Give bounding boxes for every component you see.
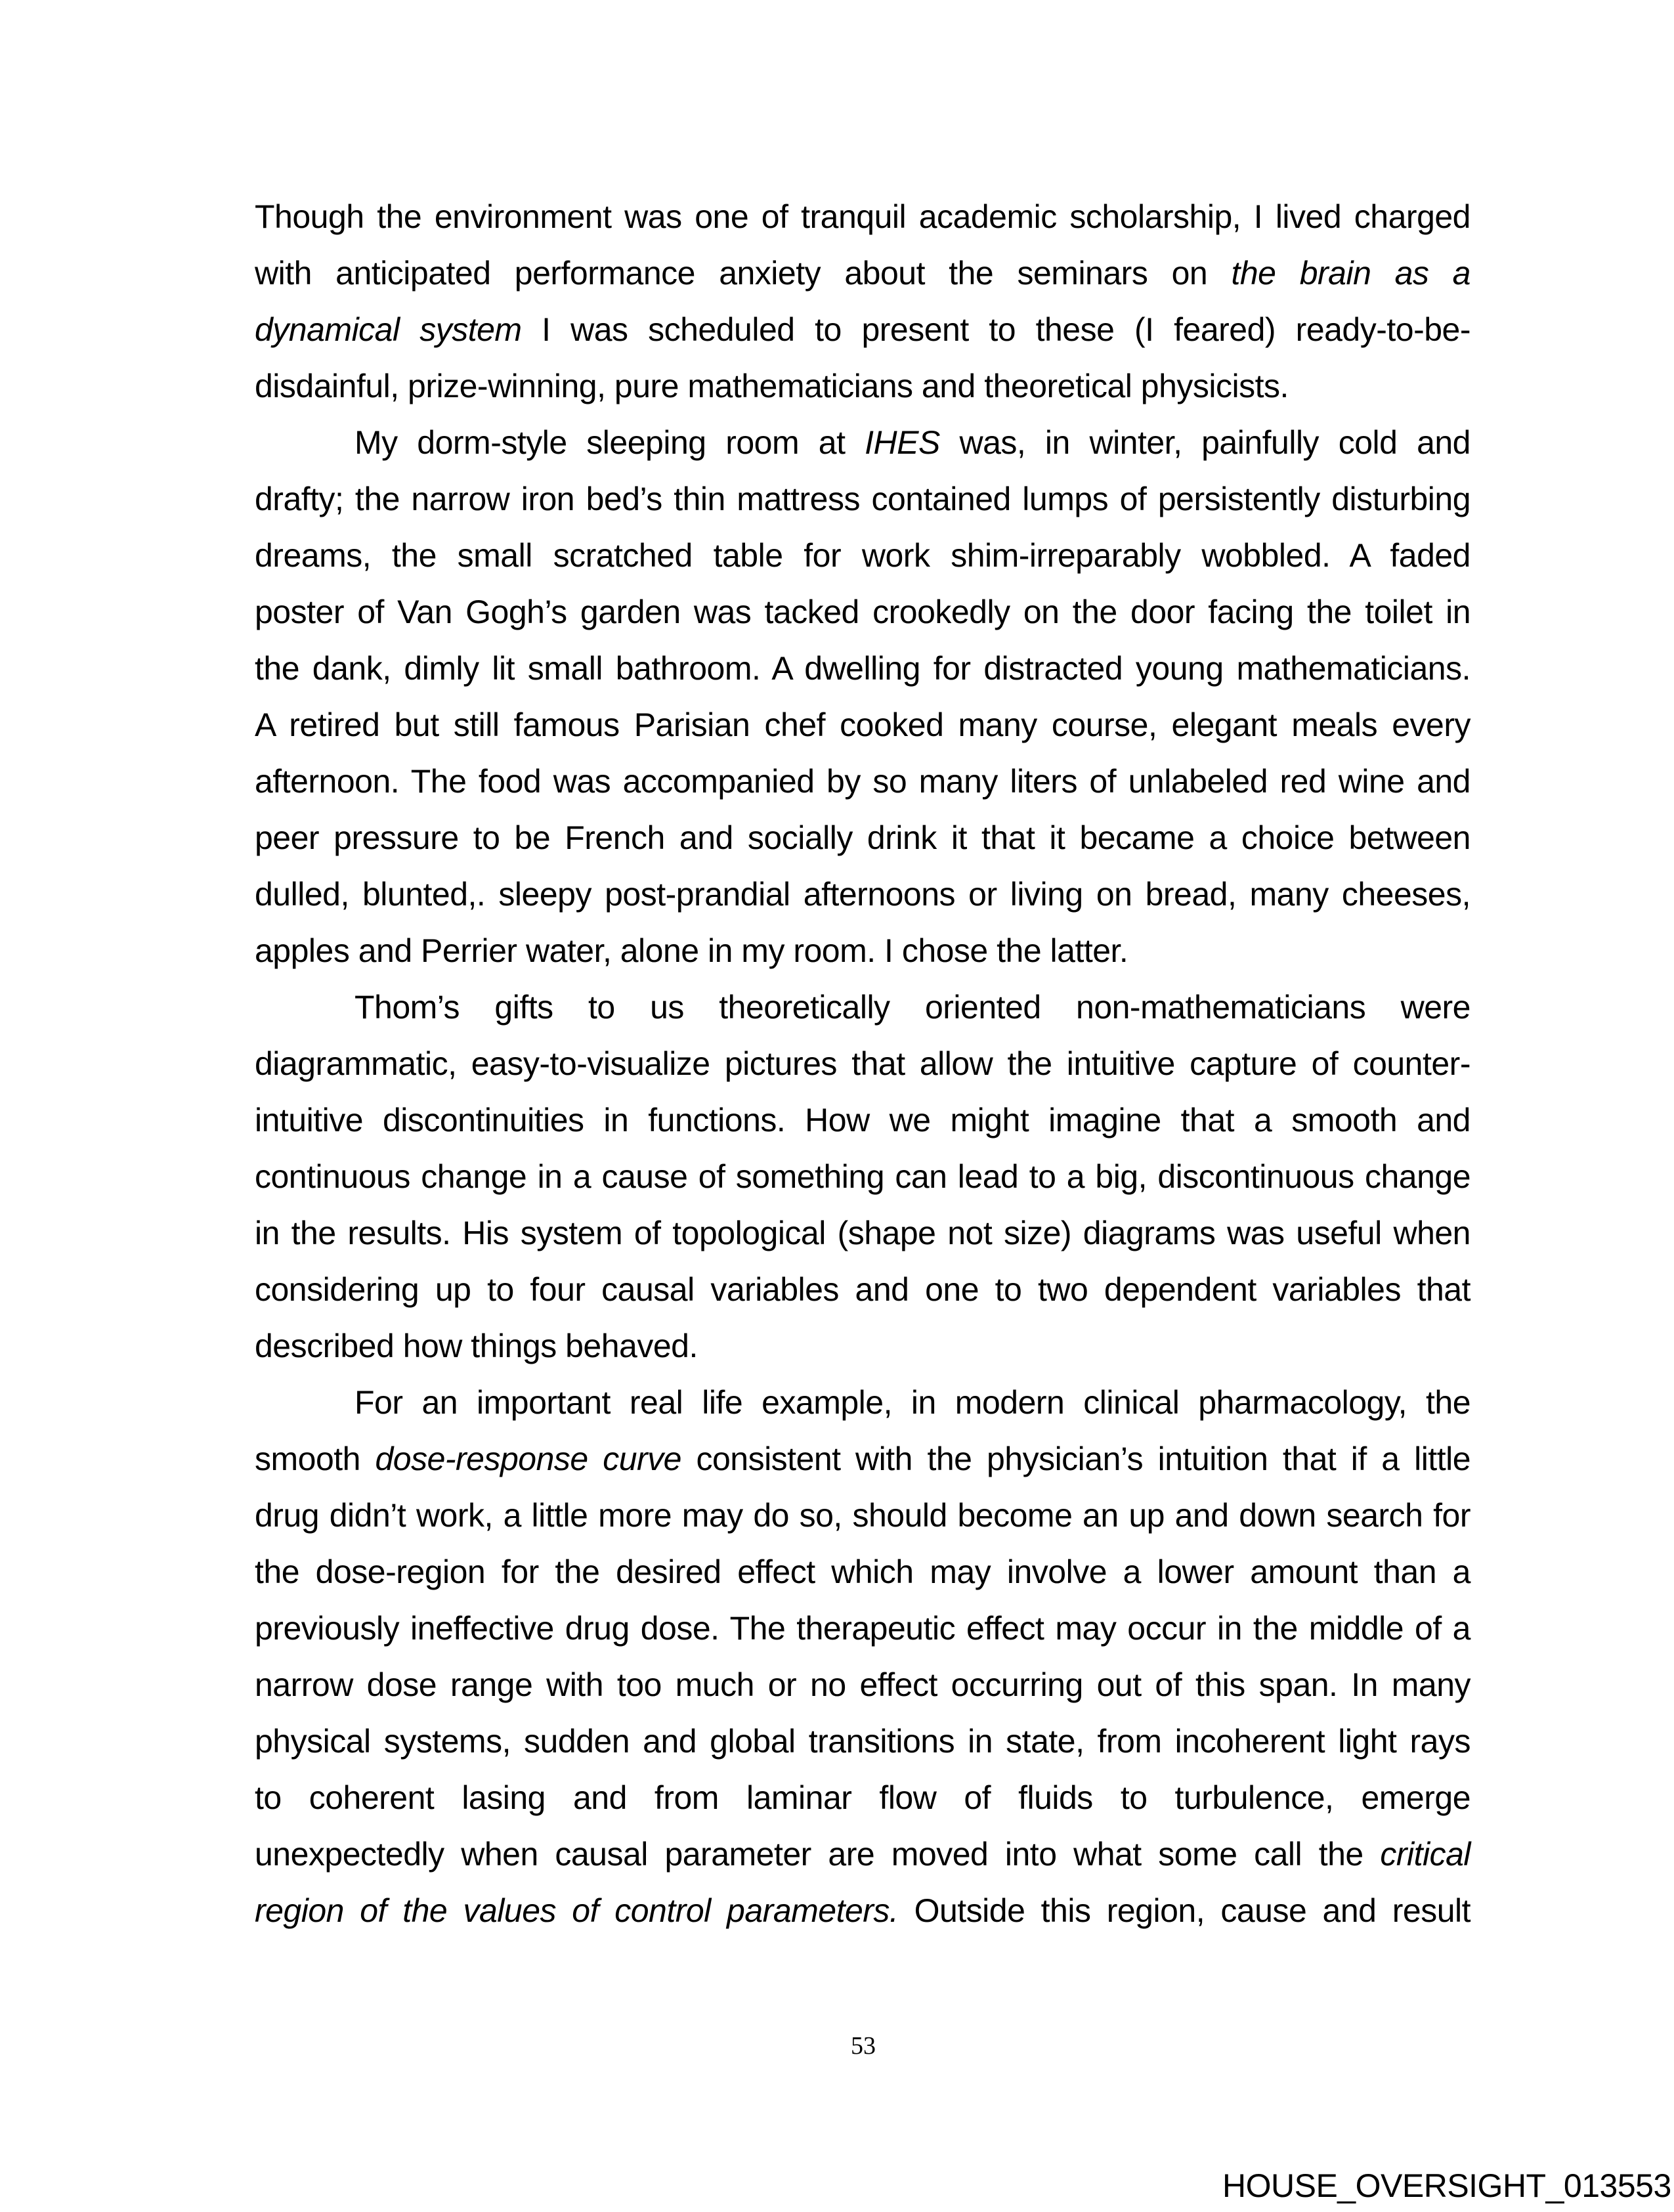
text-segment: in the results. His system of topological (shape not size) diagrams was useful when: [255, 1215, 1470, 1251]
text-line: [255, 817, 1470, 873]
text-line: [255, 930, 1470, 986]
text-segment: A retired but still famous Parisian chef cooked many course, elegant meals every: [255, 706, 1470, 743]
text-segment: Though the environment was one of tranquil academic scholarship, I lived charged: [255, 198, 1470, 235]
text-segment: was, in winter, painfully cold and: [939, 424, 1470, 461]
text-line: [255, 1664, 1470, 1720]
text-segment: I was scheduled to present to these (I feared) ready-to-be-: [521, 311, 1471, 348]
text-segment: previously ineffective drug dose. The therapeutic effect may occur in the middle of a: [255, 1610, 1470, 1647]
text-segment: peer pressure to be French and socially drink it that it became a choice between: [255, 819, 1470, 856]
text-segment: physical systems, sudden and global transitions in state, from incoherent light rays: [255, 1723, 1470, 1760]
text-segment: disdainful, prize-winning, pure mathematicians and theoretical physicists.: [255, 368, 1289, 404]
text-line: [255, 422, 1470, 478]
text-segment: dreams, the small scratched table for work shim-irreparably wobbled. A faded: [255, 537, 1470, 574]
text-line: [255, 1607, 1470, 1664]
text-segment: considering up to four causal variables and one to two dependent variables that: [255, 1271, 1470, 1308]
text-segment: drug didn’t work, a little more may do so, should become an up and down search for: [255, 1497, 1470, 1534]
text-line: [255, 1438, 1470, 1494]
text-segment: Outside this region, cause and result: [898, 1892, 1470, 1929]
text-segment: continuous change in a cause of something can lead to a big, discontinuous change: [255, 1158, 1470, 1195]
text-segment: Thom’s gifts to us theoretically oriented non-mathematicians were: [354, 989, 1470, 1026]
text-line: [255, 1551, 1470, 1607]
text-segment: poster of Van Gogh’s garden was tacked crookedly on the door facing the toilet in: [255, 594, 1470, 630]
text-line: [255, 647, 1470, 704]
text-segment: drafty; the narrow iron bed’s thin mattress contained lumps of persistently disturbing: [255, 481, 1470, 517]
text-segment: narrow dose range with too much or no effect occurring out of this span. In many: [255, 1666, 1470, 1703]
text-segment: intuitive discontinuities in functions. How we might imagine that a smooth and: [255, 1102, 1470, 1139]
italic-text: critical: [1380, 1836, 1470, 1873]
text-line: [255, 1494, 1470, 1551]
text-line: [255, 1777, 1470, 1833]
text-line: [255, 252, 1470, 309]
text-segment: My dorm-style sleeping room at: [354, 424, 865, 461]
text-line: [255, 591, 1470, 647]
text-line: [255, 1325, 1470, 1381]
text-line: [255, 873, 1470, 930]
text-line: [255, 1890, 1470, 1946]
text-segment: apples and Perrier water, alone in my room. I chose the latter.: [255, 932, 1128, 969]
text-line: [255, 1381, 1470, 1438]
text-segment: to coherent lasing and from laminar flow of fluids to turbulence, emerge: [255, 1779, 1470, 1816]
text-segment: with anticipated performance anxiety about the seminars on: [255, 255, 1232, 292]
text-line: [255, 365, 1470, 422]
text-line: [255, 1720, 1470, 1777]
text-line: [255, 1833, 1470, 1890]
text-segment: dulled, blunted,. sleepy post-prandial afternoons or living on bread, many cheeses,: [255, 876, 1470, 913]
text-segment: diagrammatic, easy-to-visualize pictures that allow the intuitive capture of counter-: [255, 1045, 1470, 1082]
text-line: [255, 1269, 1470, 1325]
text-line: [255, 309, 1470, 365]
text-line: [255, 1099, 1470, 1156]
bates-stamp: HOUSE_OVERSIGHT_013553: [1222, 2167, 1671, 2204]
text-line: [255, 704, 1470, 760]
paragraph: [255, 422, 1470, 986]
text-line: [255, 1212, 1470, 1269]
text-line: [255, 478, 1470, 534]
text-line: [255, 1156, 1470, 1212]
paragraph: [255, 196, 1470, 422]
paragraph: [255, 1381, 1470, 1946]
text-segment: smooth: [255, 1441, 376, 1477]
text-line: [255, 986, 1470, 1043]
italic-text: IHES: [865, 424, 940, 461]
text-segment: unexpectedly when causal parameter are moved into what some call the: [255, 1836, 1381, 1873]
text-segment: afternoon. The food was accompanied by so many liters of unlabeled red wine and: [255, 763, 1470, 800]
text-segment: For an important real life example, in modern clinical pharmacology, the: [354, 1384, 1470, 1421]
page-number: 53: [851, 2032, 876, 2060]
text-line: [255, 534, 1470, 591]
body-text: [255, 196, 1470, 1946]
paragraph: [255, 986, 1470, 1381]
text-segment: the dank, dimly lit small bathroom. A dwelling for distracted young mathematicians.: [255, 650, 1470, 687]
italic-text: the brain as a: [1231, 255, 1470, 292]
text-line: [255, 196, 1470, 252]
italic-text: dynamical system: [255, 311, 522, 348]
italic-text: region of the values of control parameters.: [255, 1892, 899, 1929]
text-line: [255, 760, 1470, 817]
text-segment: described how things behaved.: [255, 1328, 698, 1364]
text-segment: consistent with the physician’s intuition that if a little: [681, 1441, 1470, 1477]
text-line: [255, 1043, 1470, 1099]
text-segment: the dose-region for the desired effect which may involve a lower amount than a: [255, 1553, 1470, 1590]
italic-text: dose-response curve: [375, 1441, 681, 1477]
